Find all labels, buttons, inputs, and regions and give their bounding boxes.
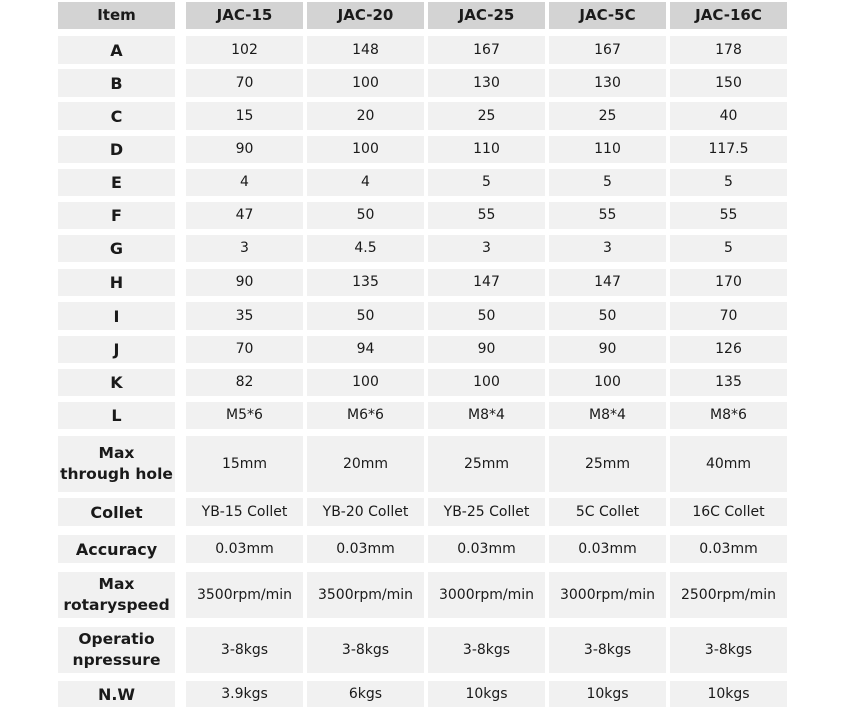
row-label: D: [58, 136, 175, 163]
table-cell: 25mm: [549, 436, 666, 492]
header-model: JAC-25: [428, 2, 545, 29]
table-cell: 170: [670, 269, 787, 296]
table-cell: 90: [186, 136, 303, 163]
table-cell: 90: [549, 336, 666, 363]
table-cell: 3-8kgs: [428, 627, 545, 673]
row-label: G: [58, 235, 175, 262]
row-label: Accuracy: [58, 535, 175, 563]
row-label: K: [58, 369, 175, 396]
table-cell: 50: [307, 202, 424, 229]
table-cell: 3000rpm/min: [549, 572, 666, 618]
table-cell: 70: [670, 302, 787, 330]
table-cell: 0.03mm: [428, 535, 545, 563]
table-cell: 55: [549, 202, 666, 229]
row-label: E: [58, 169, 175, 196]
table-cell: 25: [428, 102, 545, 130]
table-cell: M8*4: [549, 402, 666, 429]
table-cell: 15: [186, 102, 303, 130]
table-cell: 35: [186, 302, 303, 330]
table-cell: 4: [307, 169, 424, 196]
table-cell: 2500rpm/min: [670, 572, 787, 618]
table-cell: 10kgs: [670, 681, 787, 707]
table-cell: 50: [428, 302, 545, 330]
table-cell: 117.5: [670, 136, 787, 163]
table-cell: 100: [428, 369, 545, 396]
table-cell: 40mm: [670, 436, 787, 492]
table-cell: 100: [549, 369, 666, 396]
table-cell: 25: [549, 102, 666, 130]
table-cell: 3: [428, 235, 545, 262]
table-cell: 135: [670, 369, 787, 396]
table-cell: 4.5: [307, 235, 424, 262]
table-cell: 148: [307, 36, 424, 64]
table-cell: 55: [428, 202, 545, 229]
table-cell: 130: [549, 69, 666, 97]
header-model: JAC-5C: [549, 2, 666, 29]
table-cell: 50: [307, 302, 424, 330]
table-cell: 126: [670, 336, 787, 363]
table-cell: 110: [549, 136, 666, 163]
table-cell: 47: [186, 202, 303, 229]
table-cell: 5: [428, 169, 545, 196]
header-item: Item: [58, 2, 175, 29]
table-cell: M5*6: [186, 402, 303, 429]
table-cell: M6*6: [307, 402, 424, 429]
row-label: B: [58, 69, 175, 97]
table-cell: 55: [670, 202, 787, 229]
table-cell: 147: [549, 269, 666, 296]
row-label: J: [58, 336, 175, 363]
table-cell: 102: [186, 36, 303, 64]
row-label: C: [58, 102, 175, 130]
table-cell: M8*4: [428, 402, 545, 429]
table-cell: 3500rpm/min: [307, 572, 424, 618]
table-cell: 6kgs: [307, 681, 424, 707]
table-cell: 20: [307, 102, 424, 130]
table-cell: 100: [307, 136, 424, 163]
table-cell: 82: [186, 369, 303, 396]
row-label: Max through hole: [58, 436, 175, 492]
table-cell: 3-8kgs: [307, 627, 424, 673]
table-cell: 40: [670, 102, 787, 130]
table-cell: 90: [428, 336, 545, 363]
table-cell: 25mm: [428, 436, 545, 492]
table-cell: 10kgs: [549, 681, 666, 707]
table-cell: 3: [549, 235, 666, 262]
table-cell: 130: [428, 69, 545, 97]
table-cell: 178: [670, 36, 787, 64]
table-cell: 3: [186, 235, 303, 262]
table-cell: 167: [549, 36, 666, 64]
row-label: Operatio npressure: [58, 627, 175, 673]
header-model: JAC-16C: [670, 2, 787, 29]
row-label: H: [58, 269, 175, 296]
table-cell: YB-20 Collet: [307, 498, 424, 526]
table-cell: 0.03mm: [670, 535, 787, 563]
row-label: F: [58, 202, 175, 229]
table-cell: 3-8kgs: [549, 627, 666, 673]
row-label: Collet: [58, 498, 175, 526]
table-cell: 100: [307, 69, 424, 97]
table-cell: 90: [186, 269, 303, 296]
table-cell: 3-8kgs: [186, 627, 303, 673]
table-cell: 167: [428, 36, 545, 64]
table-cell: 110: [428, 136, 545, 163]
table-cell: 70: [186, 69, 303, 97]
header-model: JAC-15: [186, 2, 303, 29]
table-cell: 0.03mm: [307, 535, 424, 563]
table-cell: 5: [549, 169, 666, 196]
table-cell: 70: [186, 336, 303, 363]
row-label: I: [58, 302, 175, 330]
table-cell: 94: [307, 336, 424, 363]
row-label: Max rotaryspeed: [58, 572, 175, 618]
table-cell: 147: [428, 269, 545, 296]
table-cell: 150: [670, 69, 787, 97]
table-cell: 0.03mm: [549, 535, 666, 563]
table-cell: 3000rpm/min: [428, 572, 545, 618]
table-cell: YB-15 Collet: [186, 498, 303, 526]
table-cell: 20mm: [307, 436, 424, 492]
row-label: A: [58, 36, 175, 64]
table-cell: 5: [670, 235, 787, 262]
table-cell: 4: [186, 169, 303, 196]
table-cell: 100: [307, 369, 424, 396]
table-cell: 135: [307, 269, 424, 296]
table-cell: 5C Collet: [549, 498, 666, 526]
table-cell: 3500rpm/min: [186, 572, 303, 618]
table-cell: 3-8kgs: [670, 627, 787, 673]
table-cell: 0.03mm: [186, 535, 303, 563]
table-cell: 3.9kgs: [186, 681, 303, 707]
table-cell: 16C Collet: [670, 498, 787, 526]
table-cell: 15mm: [186, 436, 303, 492]
table-cell: YB-25 Collet: [428, 498, 545, 526]
table-cell: 10kgs: [428, 681, 545, 707]
table-cell: 5: [670, 169, 787, 196]
header-model: JAC-20: [307, 2, 424, 29]
table-cell: 50: [549, 302, 666, 330]
row-label: L: [58, 402, 175, 429]
table-cell: M8*6: [670, 402, 787, 429]
row-label: N.W: [58, 681, 175, 707]
